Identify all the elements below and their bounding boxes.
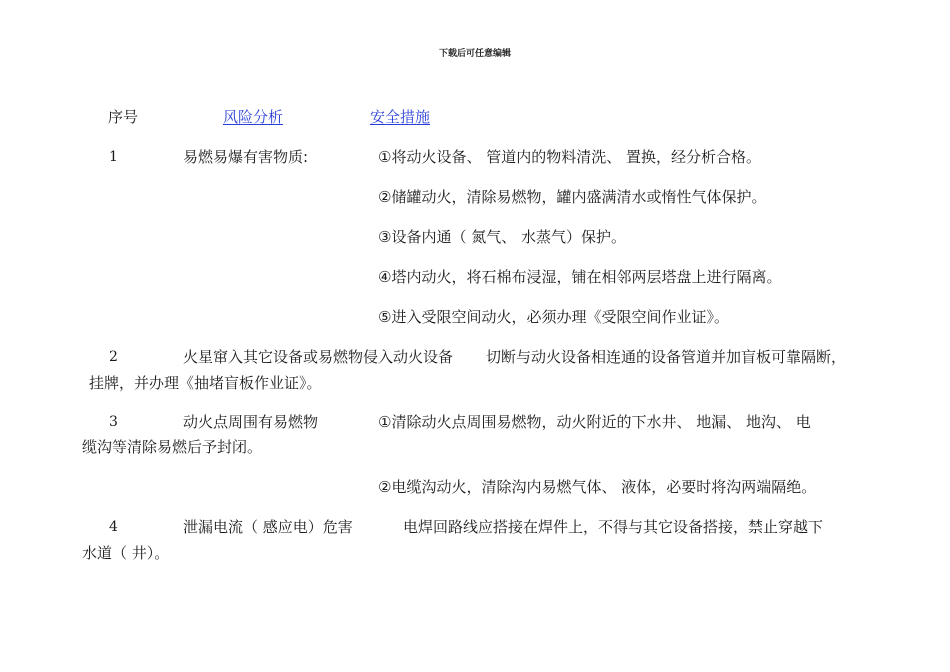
row-3-measure-1: ①清除动火点周围易燃物，动火附近的下水井、 地漏、 地沟、 电 (378, 413, 811, 431)
row-4-measure: 电焊回路线应搭接在焊件上，不得与其它设备搭接，禁止穿越下 (403, 518, 824, 536)
row-1-measure-2: ②储罐动火，清除易燃物，罐内盛满清水或惰性气体保护。 (378, 188, 767, 206)
column-header-measures-link[interactable]: 安全措施 (370, 108, 431, 126)
row-1-risk: 易燃易爆有害物质: (183, 148, 309, 166)
row-3-measure-1-continued: 缆沟等清除易燃后予封闭。 (82, 438, 263, 456)
row-1-measure-5: ⑤进入受限空间动火，必须办理《受限空间作业证》。 (378, 308, 729, 326)
row-2-measure: 切断与动火设备相连通的设备管道并加盲板可靠隔断， (486, 348, 847, 366)
row-1-measure-1: ①将动火设备、 管道内的物料清洗、 置换，经分析合格。 (378, 148, 761, 166)
row-4-measure-continued: 水道（ 井）。 (82, 544, 170, 562)
row-4-risk: 泄漏电流（ 感应电）危害 (183, 518, 353, 536)
column-header-risk-link[interactable]: 风险分析 (223, 108, 284, 126)
row-2-risk: 火星窜入其它设备或易燃物侵入动火设备 (183, 348, 454, 366)
header-note: 下载后可任意编辑 (438, 49, 511, 59)
row-3-number: 3 (109, 414, 118, 430)
row-3-risk: 动火点周围有易燃物 (183, 413, 319, 431)
row-1-measure-3: ③设备内通（ 氮气、 水蒸气）保护。 (378, 228, 626, 246)
row-2-measure-continued: 挂牌，并办理《抽堵盲板作业证》。 (89, 374, 322, 392)
row-1-measure-4: ④塔内动火，将石棉布浸湿，铺在相邻两层塔盘上进行隔离。 (378, 268, 782, 286)
row-2-number: 2 (109, 349, 118, 365)
row-3-measure-2: ②电缆沟动火，清除沟内易燃气体、 液体，必要时将沟两端隔绝。 (378, 478, 817, 496)
row-4-number: 4 (109, 519, 118, 535)
column-header-seq: 序号 (108, 108, 139, 126)
row-1-number: 1 (109, 149, 118, 165)
